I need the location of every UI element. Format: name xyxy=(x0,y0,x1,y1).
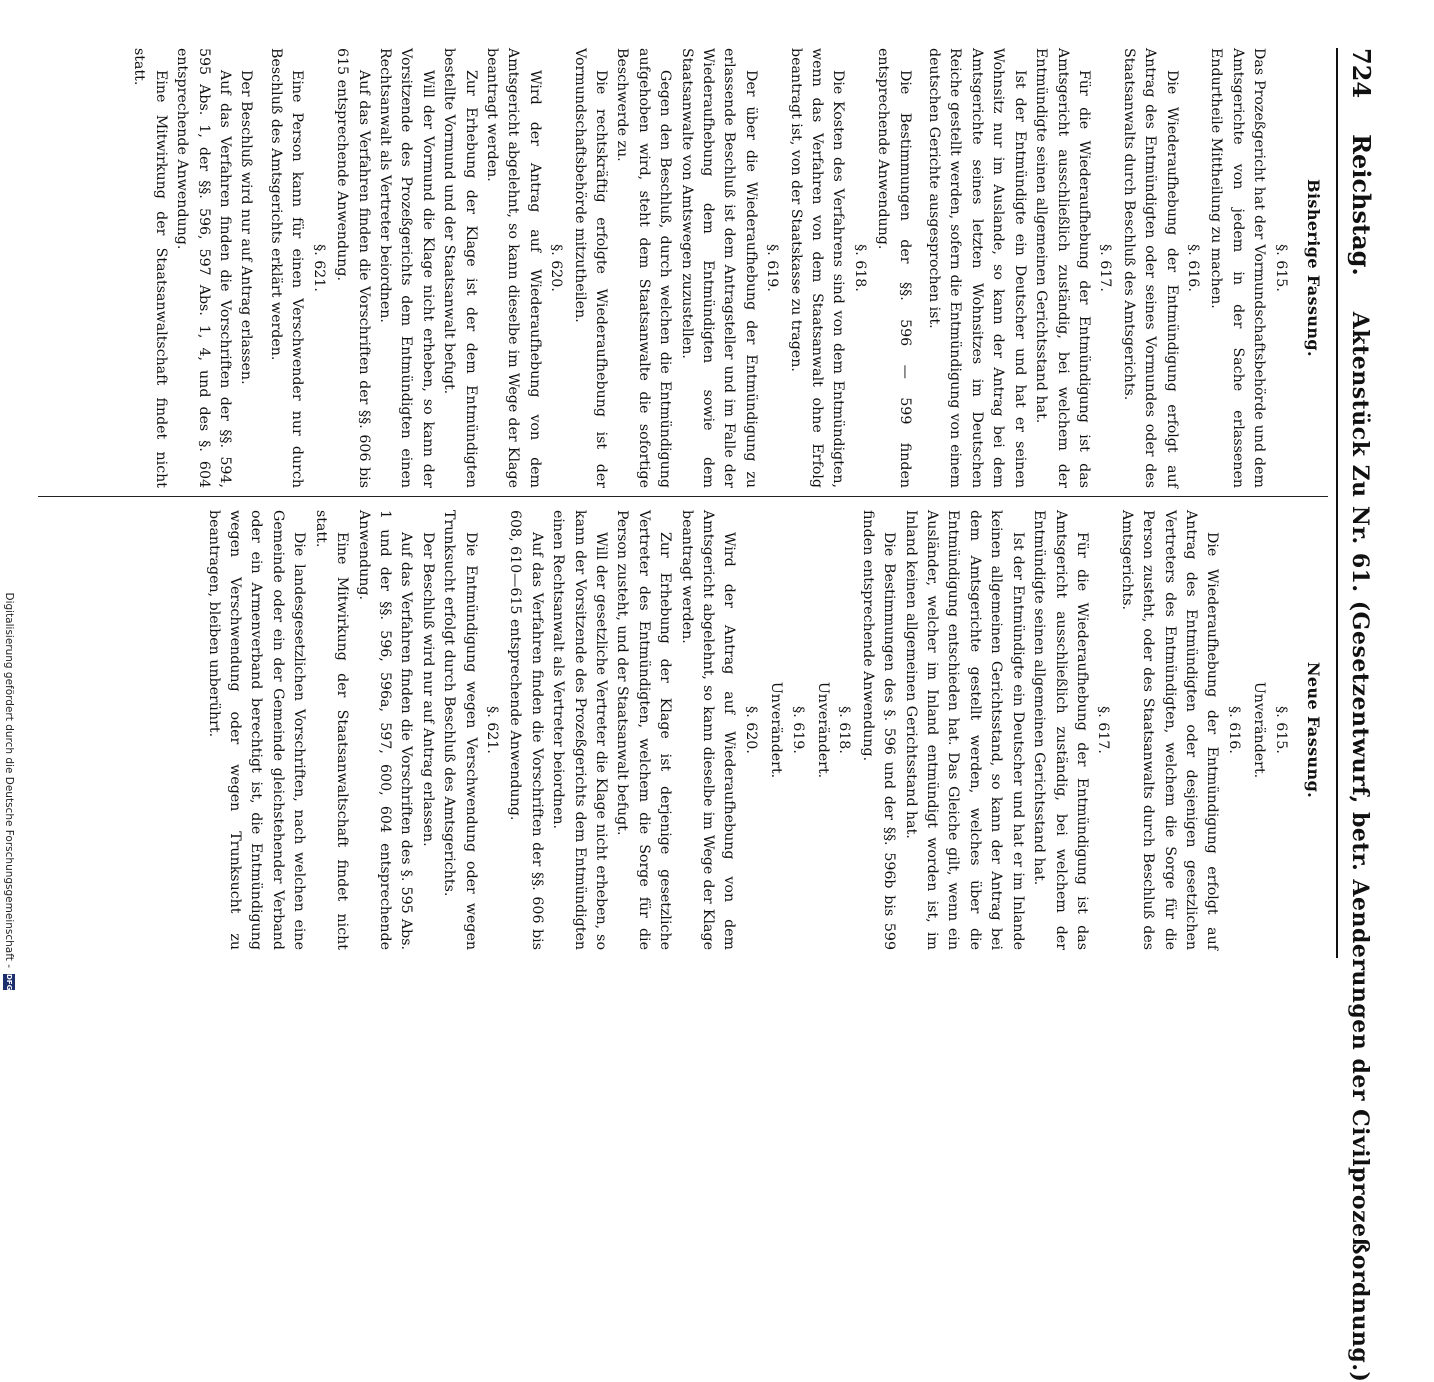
column-divider xyxy=(38,496,1328,497)
dfg-logo-icon: DFG xyxy=(5,974,13,991)
paragraph-text: Der über die Wiederaufhebung der Entmündigung zu erlassende Beschluß ist dem Antragsteller und im Falle der Wiederaufhebung dem Entmündigten sowie dem Staatsanwalte von Amtswegen zuzustellen. xyxy=(678,48,759,488)
unchanged-note: Unverändert. xyxy=(768,681,785,779)
paragraph-text: Wird der Antrag auf Wiederaufhebung von dem Amtsgericht abgelehnt, so kann dieselbe im Wege der Klage beantragt werden. xyxy=(483,48,543,488)
section-heading: §. 620. xyxy=(548,244,565,292)
paragraph-text: Die Entmündigung wegen Verschwendung oder wegen Trunksucht erfolgt durch Beschluß des Amtsgerichts. xyxy=(441,510,479,950)
paragraph-text: Die Wiederaufhebung der Entmündigung erfolgt auf Antrag des Entmündigten oder seines Vormundes oder des Staatsanwalts durch Beschluß des Amtsgerichts. xyxy=(1120,48,1180,488)
section-heading: §. 620. xyxy=(742,706,759,754)
section-heading: §. 616. xyxy=(1184,244,1201,292)
paragraph-text: Die Bestimmungen des §. 596 und der §§. 596b bis 599 finden entsprechende Anwendung. xyxy=(859,510,898,950)
column-title-old: Bisherige Fassung. xyxy=(1304,179,1323,357)
paragraph-text: Will der Vormund die Klage nicht erheben, so kann der Vorsitzende des Prozeßgerichts dem Entmündigten einen Rechtsanwalt als Vertreter beiordnen. xyxy=(376,48,436,488)
section-heading: §. 615. xyxy=(1272,706,1289,754)
section-heading: §. 621. xyxy=(310,244,327,292)
column-new-version xyxy=(202,510,1328,950)
paragraph-text: Der Beschluß wird nur auf Antrag erlassen. xyxy=(238,70,255,385)
paragraph-text: Das Prozeßgericht hat der Vormundschaftsbehörde und dem Amtsgerichte von jedem in der Sache erlassenen Endurtheile Mittheilung zu machen. xyxy=(1208,48,1268,488)
paragraph-text: Die landesgesetzlichen Vorschriften, nach welchen eine Gemeinde oder ein der Gemeinde gleichstehender Verband oder ein Armenverband berechtigt ist, die Entmündigung wegen Verschwendung oder wegen Trunksucht zu beantragen, bleiben unberührt. xyxy=(205,510,308,950)
section-heading: §. 618. xyxy=(851,244,868,292)
document-title: Aktenstück Zu Nr. 61. (Gesetzentwurf, betr. Aenderungen der Civilprozeßordnung.) xyxy=(1347,311,1373,1382)
paragraph-spacer xyxy=(257,48,265,488)
paragraph-text: Auf das Verfahren finden die Vorschriften der §§. 594, 595 Abs. 1, der §§. 596, 597 Abs. 1, 4, und des §. 604 entsprechende Anwendung. xyxy=(174,48,234,488)
section-heading: §. 618. xyxy=(836,706,853,754)
paragraph-text: Wird der Antrag auf Wiederaufhebung von dem Amtsgericht abgelehnt, so kann dieselbe im Wege der Klage beantragt werden. xyxy=(678,510,738,950)
unchanged-note: Unverändert. xyxy=(1251,681,1268,779)
new-version-body xyxy=(202,510,1290,950)
paragraph-text: Eine Mitwirkung der Staatsanwaltschaft findet nicht statt. xyxy=(312,510,351,950)
paragraph-text: Will der gesetzliche Vertreter die Klage nicht erheben, so kann der Vorsitzende des Prozeßgerichts dem Entmündigten einen Rechtsanwalt als Vertreter beiordnen. xyxy=(550,510,609,950)
paragraph-spacer xyxy=(915,48,923,488)
digitization-footer xyxy=(0,0,18,1000)
paragraph-text: Ist der Entmündigte ein Deutscher und hat er seinen Wohnsitz nur im Auslande, so kann der Antrag bei dem Amtsgerichte seines letzten Wohnsitzes im Deutschen Reiche gestellt werden, sofern die Entmündigung von einem deutschen Gerichte ausgesprochen ist. xyxy=(926,48,1028,488)
old-version-body xyxy=(128,48,1269,488)
page-header xyxy=(1347,48,1376,1382)
paragraph-text: Ist der Entmündigte ein Deutscher und hat er im Inlande keinen allgemeinen Gerichtsstand, so kann der Antrag bei dem Amtsgerichte gestellt werden, welches über die Entmündigung entschieden hat. Das Gleiche gilt, wenn ein Ausländer, welcher im Inland entmündigt worden ist, im Inland keinen allgemeinen Gerichtsstand hat. xyxy=(902,510,1026,950)
section-heading: §. 617. xyxy=(1095,706,1112,754)
page-number: 724 xyxy=(1347,48,1376,99)
section-heading: §. 616. xyxy=(1225,706,1242,754)
paragraph-text: Auf das Verfahren finden die Vorschriften der §§. 606 bis 615 entsprechende Anwendung. xyxy=(334,48,372,488)
paragraph-text: Auf das Verfahren finden die Vorschriften der §§. 606 bis 608, 610—615 entsprechende Anwendung. xyxy=(507,510,545,950)
section-heading: §. 617. xyxy=(1097,244,1114,292)
footer-credit: Digitalisierung gefördert durch die Deutsche Forschungsgemeinschaft - xyxy=(3,592,15,968)
paragraph-text: Für die Wiederaufhebung der Entmündigung ist das Amtsgericht ausschließlich zuständig, bei welchem der Entmündigte seinen allgemeinen Gerichtsstand hat. xyxy=(1033,48,1092,488)
paragraph-text: Die rechtskräftig erfolgte Wiederaufhebung ist der Vormundschaftsbehörde mitzutheilen. xyxy=(571,48,609,488)
paragraph-text: Zur Erhebung der Klage ist derjenige gesetzliche Vertreter des Entmündigten, welchem die Sorge für die Person zusteht, und der Staatsanwalt befugt. xyxy=(614,510,674,950)
paragraph-text: Die Wiederaufhebung der Entmündigung erfolgt auf Antrag des Entmündigten oder desjenigen gesetzlichen Vertreters des Entmündigten, welchem die Sorge für die Person zusteht, oder des Staatsanwalts durch Beschluß des Amtsgerichts. xyxy=(1118,510,1221,950)
section-heading: §. 621. xyxy=(483,706,500,754)
column-title-new: Neue Fassung. xyxy=(1304,661,1323,799)
publication-name: Reichstag. xyxy=(1347,134,1376,276)
paragraph-text: Eine Mitwirkung der Staatsanwaltschaft findet nicht statt. xyxy=(131,48,169,488)
paragraph-text: Die Kosten des Verfahrens sind von dem Entmündigten, wenn das Verfahren von dem Staatsanwalt ohne Erfolg beantragt ist, von der Staatskasse zu tragen. xyxy=(787,48,847,488)
paragraph-text: Eine Person kann für einen Verschwender nur durch Beschluß des Amtsgerichts erklärt werden. xyxy=(267,48,306,488)
paragraph-text: Gegen den Beschluß, durch welchen die Entmündigung aufgehoben wird, steht dem Staatsanwalte die sofortige Beschwerde zu. xyxy=(614,48,674,488)
paragraph-text: Zur Erhebung der Klage ist der dem Entmündigten bestellte Vormund und der Staatsanwalt befugt. xyxy=(441,48,479,488)
paragraph-text: Die Bestimmungen der §§. 596 — 599 finden entsprechende Anwendung. xyxy=(875,48,913,488)
header-rule xyxy=(1336,48,1338,958)
section-heading: §. 619. xyxy=(764,244,781,292)
paragraph-text: Auf das Verfahren finden die Vorschriften des §. 595 Abs. 1 und der §§. 596, 596a, 597, 600, 604 entsprechende Anwendung. xyxy=(355,510,415,950)
paragraph-text: Für die Wiederaufhebung der Entmündigung ist das Amtsgericht ausschließlich zuständig, bei welchem der Entmündigte seinen allgemeinen Gerichtsstand hat. xyxy=(1031,510,1090,950)
section-heading: §. 615. xyxy=(1272,244,1289,292)
unchanged-note: Unverändert. xyxy=(815,681,832,779)
column-old-version xyxy=(128,48,1328,488)
section-heading: §. 619. xyxy=(789,706,806,754)
paragraph-text: Der Beschluß wird nur auf Antrag erlassen. xyxy=(419,532,436,847)
